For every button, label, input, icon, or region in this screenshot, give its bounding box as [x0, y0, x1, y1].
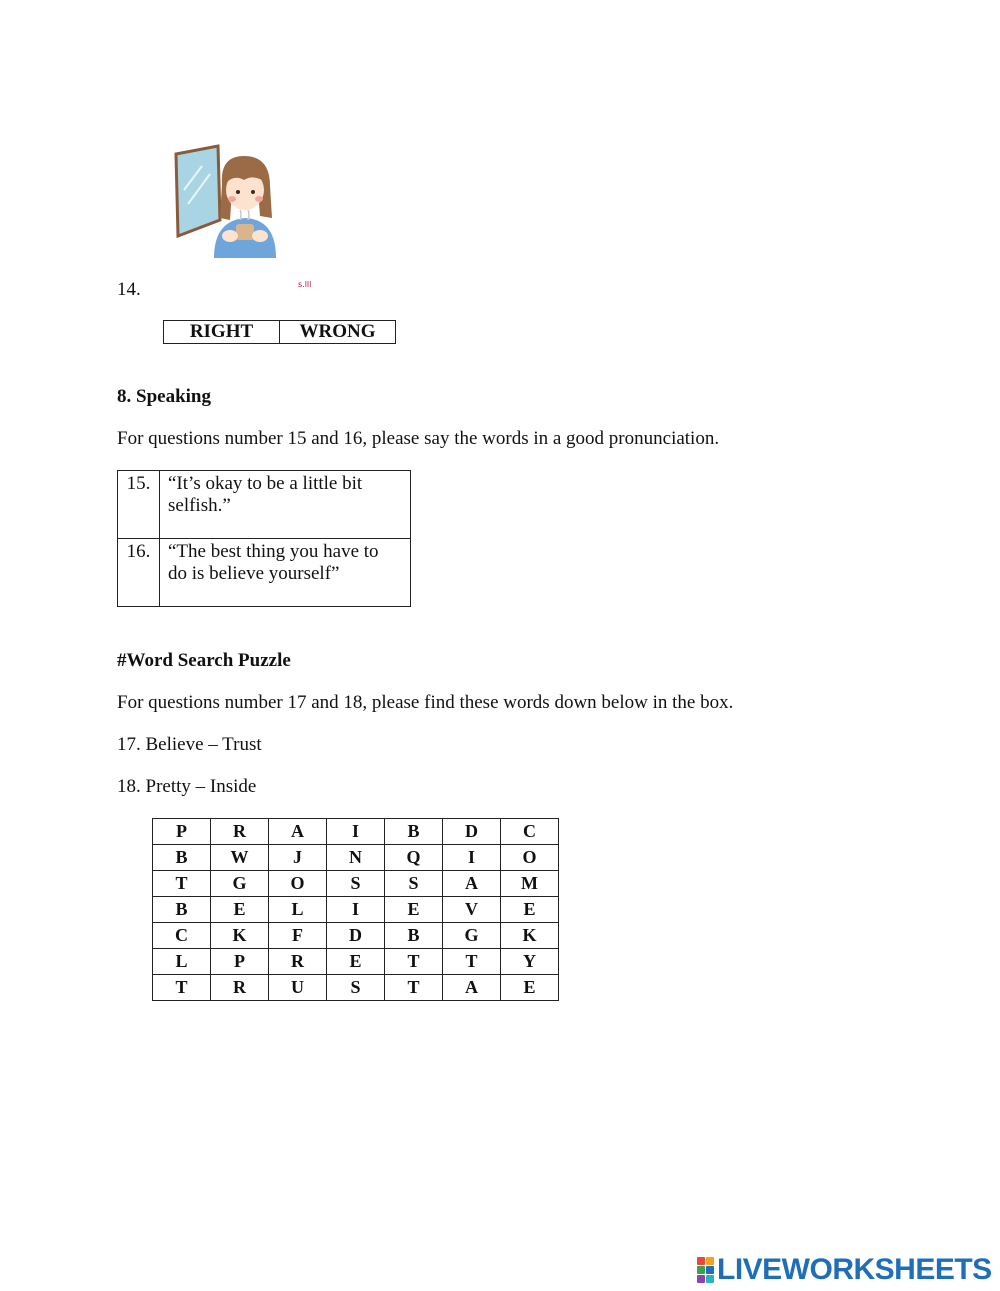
grid-cell[interactable]: S: [327, 871, 385, 897]
grid-cell[interactable]: O: [269, 871, 327, 897]
speaking-item-number: 16.: [118, 539, 160, 607]
speaking-item-text: “The best thing you have to do is believe yourself”: [160, 539, 411, 607]
grid-cell[interactable]: P: [211, 949, 269, 975]
question-14-number: 14.: [117, 279, 141, 300]
speaking-row: [118, 539, 411, 607]
speaking-item-number: 15.: [118, 471, 160, 539]
logo-block: [706, 1266, 714, 1274]
logo-block: [697, 1275, 705, 1283]
grid-cell[interactable]: A: [269, 819, 327, 845]
grid-row: [153, 949, 559, 975]
logo-blocks-icon: [697, 1257, 714, 1283]
grid-cell[interactable]: E: [327, 949, 385, 975]
grid-cell[interactable]: T: [385, 949, 443, 975]
logo-block: [697, 1266, 705, 1274]
girl-with-cup-illustration: [170, 140, 282, 258]
grid-cell[interactable]: L: [269, 897, 327, 923]
grid-cell[interactable]: T: [385, 975, 443, 1001]
grid-cell[interactable]: A: [443, 871, 501, 897]
grid-cell[interactable]: E: [501, 975, 559, 1001]
word-search-heading: #Word Search Puzzle: [117, 650, 291, 671]
grid-cell[interactable]: E: [501, 897, 559, 923]
grid-cell[interactable]: W: [211, 845, 269, 871]
grid-cell[interactable]: U: [269, 975, 327, 1001]
speaking-instruction: For questions number 15 and 16, please say the words in a good pronunciation.: [117, 428, 720, 449]
grid-cell[interactable]: M: [501, 871, 559, 897]
grid-cell[interactable]: P: [153, 819, 211, 845]
grid-cell[interactable]: G: [443, 923, 501, 949]
liveworksheets-logo: [697, 1254, 992, 1286]
grid-cell[interactable]: I: [327, 819, 385, 845]
right-option[interactable]: RIGHT: [164, 321, 280, 344]
grid-cell[interactable]: Y: [501, 949, 559, 975]
grid-row: [153, 897, 559, 923]
grid-row: [153, 871, 559, 897]
grid-cell[interactable]: D: [443, 819, 501, 845]
speaking-row: [118, 471, 411, 539]
grid-cell[interactable]: F: [269, 923, 327, 949]
logo-text: LIVEWORKSHEETS: [717, 1253, 992, 1286]
grid-cell[interactable]: G: [211, 871, 269, 897]
logo-block: [706, 1257, 714, 1265]
grid-cell[interactable]: Q: [385, 845, 443, 871]
grid-cell[interactable]: B: [385, 923, 443, 949]
grid-cell[interactable]: O: [501, 845, 559, 871]
grid-row: [153, 819, 559, 845]
word-search-instruction: For questions number 17 and 18, please find these words down below in the box.: [117, 692, 734, 713]
grid-cell[interactable]: B: [153, 845, 211, 871]
grid-cell[interactable]: S: [327, 975, 385, 1001]
speaking-heading: 8. Speaking: [117, 386, 211, 407]
grid-cell[interactable]: E: [385, 897, 443, 923]
grid-cell[interactable]: R: [211, 975, 269, 1001]
grid-cell[interactable]: L: [153, 949, 211, 975]
logo-block: [697, 1257, 705, 1265]
grid-cell[interactable]: N: [327, 845, 385, 871]
grid-cell[interactable]: E: [211, 897, 269, 923]
grid-cell[interactable]: C: [153, 923, 211, 949]
grid-cell[interactable]: C: [501, 819, 559, 845]
grid-cell[interactable]: T: [153, 975, 211, 1001]
grid-row: [153, 975, 559, 1001]
grid-cell[interactable]: V: [443, 897, 501, 923]
grid-cell[interactable]: K: [211, 923, 269, 949]
grid-cell[interactable]: J: [269, 845, 327, 871]
grid-cell[interactable]: T: [153, 871, 211, 897]
grid-cell[interactable]: I: [443, 845, 501, 871]
illustration-caption: s.lll: [298, 280, 312, 289]
question-17: 17. Believe – Trust: [117, 734, 262, 755]
grid-cell[interactable]: A: [443, 975, 501, 1001]
grid-cell[interactable]: T: [443, 949, 501, 975]
speaking-table: [117, 470, 411, 607]
grid-cell[interactable]: D: [327, 923, 385, 949]
word-search-grid: [152, 818, 559, 1001]
grid-row: [153, 845, 559, 871]
grid-cell[interactable]: S: [385, 871, 443, 897]
question-18: 18. Pretty – Inside: [117, 776, 257, 797]
grid-row: [153, 923, 559, 949]
grid-cell[interactable]: B: [385, 819, 443, 845]
speaking-item-text: “It’s okay to be a little bit selfish.”: [160, 471, 411, 539]
wrong-option[interactable]: WRONG: [280, 321, 396, 344]
grid-cell[interactable]: K: [501, 923, 559, 949]
right-wrong-table: [163, 320, 396, 344]
grid-cell[interactable]: R: [211, 819, 269, 845]
logo-block: [706, 1275, 714, 1283]
grid-cell[interactable]: I: [327, 897, 385, 923]
grid-cell[interactable]: R: [269, 949, 327, 975]
grid-cell[interactable]: B: [153, 897, 211, 923]
